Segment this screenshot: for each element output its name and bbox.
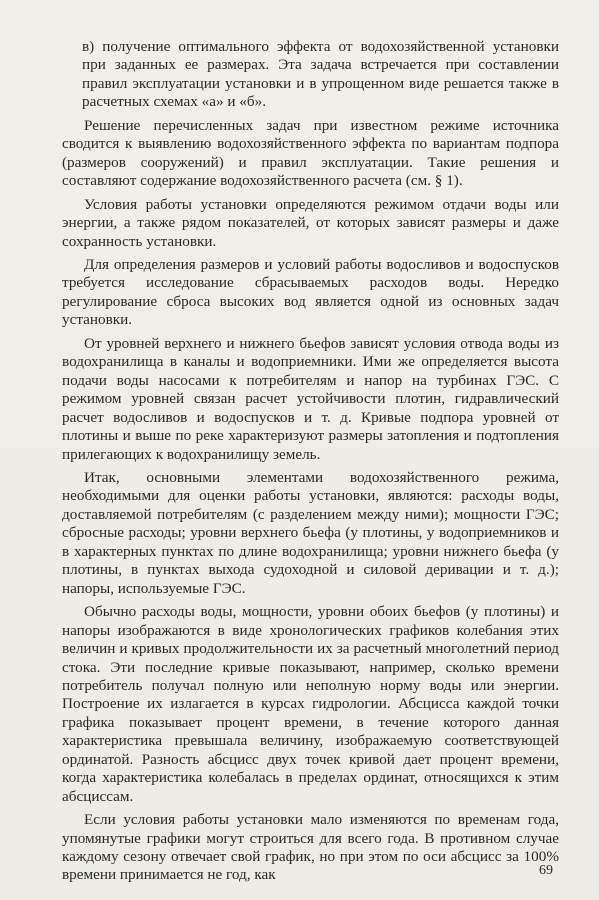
paragraph: в) получение оптимального эффекта от водохозяйственной установки при заданных ее размерах. Эта задача встречается при составлении правил эксплуатации установки и в упрощенном виде решается также в расчетных схемах «а» и «б». <box>82 38 559 111</box>
paragraph: Решение перечисленных задач при известном режиме источника сводится к выявлению водохозяйственного эффекта по вариантам подпора (размеров сооружений) и правил эксплуатации. Такие решения и составляют содержание водохозяйственного расчета (см. § 1). <box>62 116 559 190</box>
body-text <box>62 38 559 890</box>
page-number: 69 <box>539 863 553 878</box>
paragraph: Для определения размеров и условий работы водосливов и водоспусков требуется исследование сбрасываемых расходов воды. Нередко регулирование сброса высоких вод является одной из основных задач установки. <box>62 255 559 329</box>
paragraph: Итак, основными элементами водохозяйственного режима, необходимыми для оценки работы установки, являются: расходы воды, доставляемой потребителям (с разделением между ними); мощности ГЭС; сбросные расходы; уровни верхнего бьефа (у плотины, у водоприемников и в характерных пунктах по длине водохранилища; уровни нижнего бьефа (у плотины, в пунктах выхода судоходной и силовой деривации и т. д.); напоры, используемые ГЭС. <box>62 468 559 597</box>
paragraph: Если условия работы установки мало изменяются по временам года, упомянутые графики могут строиться для всего года. В противном случае каждому сезону отвечает свой график, но при этом по оси абсцисс за 100% времени принимается не год, как <box>62 811 559 884</box>
paragraph: Условия работы установки определяются режимом отдачи воды или энергии, а также рядом показателей, от которых зависят размеры и даже сохранность установки. <box>62 195 559 250</box>
paragraph: От уровней верхнего и нижнего бьефов зависят условия отвода воды из водохранилища в каналы и водоприемники. Ими же определяется высота подачи воды насосами к потребителям и напор на турбинах ГЭС. С режимом уровней связан расчет устойчивости плотин, гидравлический расчет водосливов и водоспусков и т. д. Кривые подпора уровней от плотины и выше по реке характеризуют размеры затопления и подтопления прилегающих к водохранилищу земель. <box>62 334 559 463</box>
paragraph: Обычно расходы воды, мощности, уровни обоих бьефов (у плотины) и напоры изображаются в виде хронологических графиков колебания этих величин и кривых продолжительности их за расчетный многолетний период стока. Эти последние кривые показывают, например, сколько времени потребитель получал полную или неполную норму воды или энергии. Построение их излагается в курсах гидрологии. Абсцисса каждой точки графика показывает процент времени, в течение которого данная характеристика превышала величину, изображаемую соответствующей ординатой. Разность абсцисс двух точек кривой дает процент времени, когда характеристика колебалась в пределах ординат, относящихся к этим абсциссам. <box>62 603 559 805</box>
